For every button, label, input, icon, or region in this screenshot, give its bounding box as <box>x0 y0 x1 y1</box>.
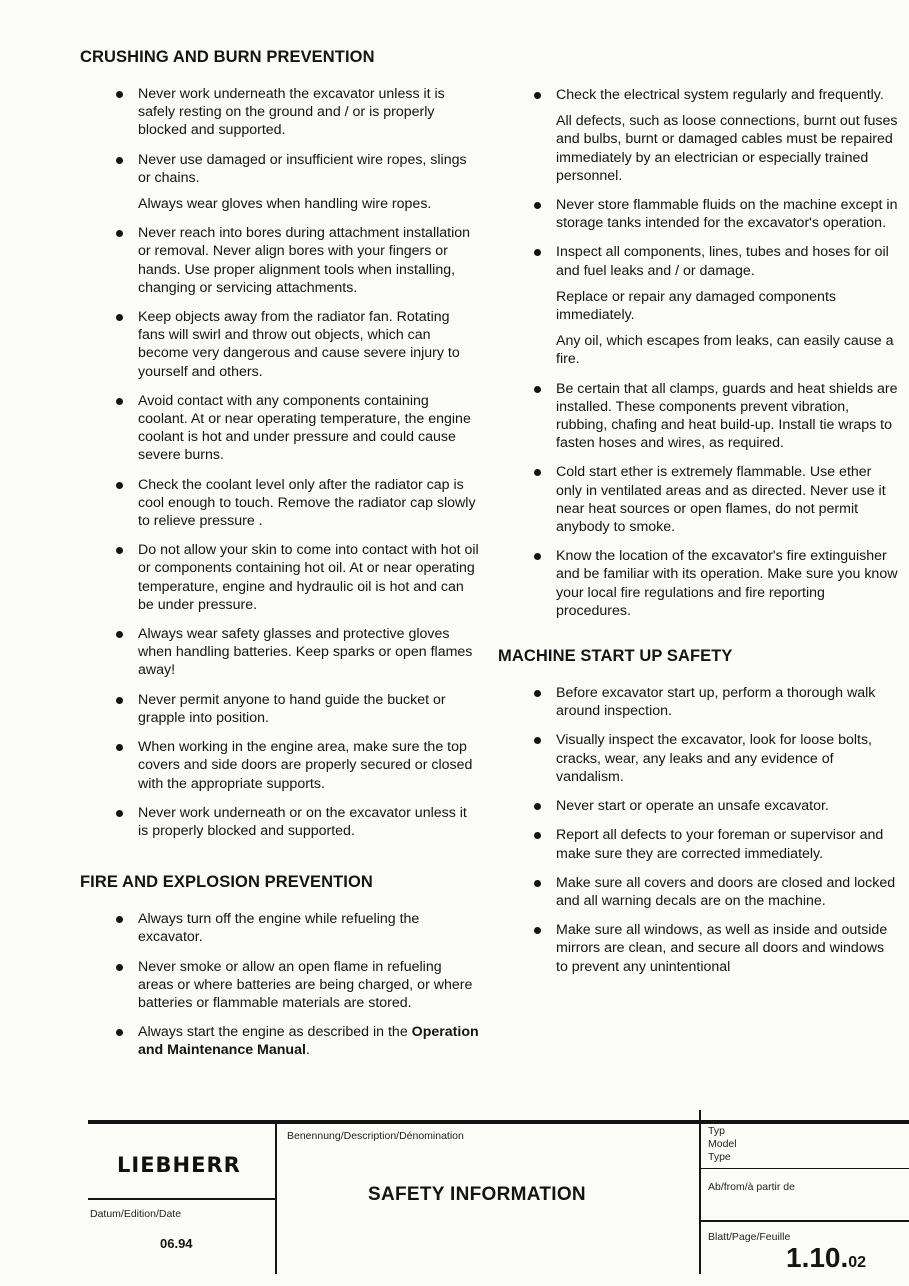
bullet-icon <box>116 697 123 704</box>
list-item-text: Do not allow your skin to come into contact with hot oil or components containing hot oil. At or near operating temperature, engine and hydraulic oil is hot and can be under pressure. <box>138 542 479 613</box>
bullet-icon <box>116 631 123 638</box>
list-item <box>80 1023 480 1059</box>
list-item <box>80 308 480 381</box>
bullet-icon <box>534 469 541 476</box>
list-item <box>498 196 898 232</box>
bullet-icon <box>116 230 123 237</box>
bullet-icon <box>116 157 123 164</box>
startup-list <box>498 684 898 976</box>
bullet-icon <box>116 1029 123 1036</box>
edition-date: 06.94 <box>160 1236 193 1251</box>
list-item <box>80 958 480 1013</box>
list-item-text: Make sure all windows, as well as inside and outside mirrors are clean, and secure all doors and windows to prevent any unintentional <box>556 922 888 975</box>
list-item-text: Know the location of the excavator's fire extinguisher and be familiar with its operation. Make sure you know your local fire regulations and fire reporting procedures. <box>556 548 898 619</box>
list-item-text: Before excavator start up, perform a thorough walk around inspection. <box>556 685 876 720</box>
page-number: 1.10.02 <box>786 1242 867 1273</box>
liebherr-logo: LIEBHERR <box>117 1153 241 1177</box>
list-item <box>80 625 480 680</box>
list-item <box>498 380 898 453</box>
document-title: SAFETY INFORMATION <box>368 1184 586 1205</box>
fire-list <box>80 910 480 1059</box>
bullet-icon <box>534 92 541 99</box>
list-item-text: Never permit anyone to hand guide the bucket or grapple into position. <box>138 691 446 726</box>
bullet-icon <box>534 737 541 744</box>
bullet-icon <box>116 314 123 321</box>
right-column <box>498 86 898 987</box>
bullet-icon <box>116 547 123 554</box>
list-item <box>80 224 480 297</box>
list-item-text: All defects, such as loose connections, burnt out fuses and bulbs, burnt or damaged cables must be repaired immediately by an electrician or especially trained personnel. <box>556 113 898 184</box>
bullet-icon <box>116 964 123 971</box>
list-item-text: Replace or repair any damaged components immediately. <box>556 288 836 324</box>
list-item-text: Be certain that all clamps, guards and heat shields are installed. These components prevent vibration, rubbing, chafing and heat build-up. Install tie wraps to fasten hoses and wires, as required. <box>556 380 898 452</box>
list-item <box>80 392 480 465</box>
list-item-text: Keep objects away from the radiator fan. Rotating fans will swirl and throw out objects, which can become very dangerous and cause severe injury to yourself and others. <box>138 309 460 380</box>
bullet-icon <box>116 482 123 489</box>
list-item <box>498 797 898 815</box>
list-item-text: Never start or operate an unsafe excavator. <box>556 798 829 815</box>
list-item-text: Never reach into bores during attachment installation or removal. Never align bores with your fingers or hands. Use proper alignment tools when installing, changing or servicing attachments. <box>138 225 471 296</box>
from-label: Ab/from/à partir de <box>708 1181 795 1193</box>
bullet-icon <box>534 880 541 887</box>
date-label: Datum/Edition/Date <box>90 1208 182 1220</box>
list-item-text: Never work underneath the excavator unless it is safely resting on the ground and / or is properly blocked and supported. <box>138 86 445 139</box>
bullet-icon <box>534 690 541 697</box>
list-item-text: Always start the engine as described in the Operation and Maintenance Manual. <box>138 1024 479 1059</box>
list-item-text: Inspect all components, lines, tubes and hoses for oil and fuel leaks and / or damage. <box>556 244 889 279</box>
bullet-icon <box>116 91 123 98</box>
list-item-text: When working in the engine area, make sure the top covers and side doors are properly secured or closed with the appropriate supports. <box>138 739 473 792</box>
bullet-icon <box>534 249 541 256</box>
list-item-text: Report all defects to your foreman or supervisor and make sure they are corrected immediately. <box>556 827 884 862</box>
list-item <box>498 921 898 976</box>
list-item <box>80 151 480 214</box>
bullet-icon <box>116 810 123 817</box>
bullet-icon <box>534 832 541 839</box>
list-item <box>498 684 898 720</box>
list-item <box>80 541 480 614</box>
list-item <box>498 547 898 620</box>
crushing-list <box>80 85 480 840</box>
list-item-text: Avoid contact with any components containing coolant. At or near operating temperature, the engine coolant is hot and under pressure and could cause severe burns. <box>138 392 471 464</box>
list-item-text: Never work underneath or on the excavator unless it is properly blocked and supported. <box>138 804 467 839</box>
bullet-icon <box>534 386 541 393</box>
list-item <box>80 910 480 946</box>
list-item <box>498 826 898 862</box>
bullet-icon <box>116 916 123 923</box>
startup-section-title: MACHINE START UP SAFETY <box>498 647 733 666</box>
list-item-text: Always wear gloves when handling wire ropes. <box>138 196 432 213</box>
list-item <box>498 731 898 786</box>
bullet-icon <box>534 553 541 560</box>
type-labels: Typ Model Type <box>708 1125 737 1163</box>
description-label: Benennung/Description/Dénomination <box>287 1130 464 1142</box>
list-item <box>498 463 898 536</box>
bullet-icon <box>534 927 541 934</box>
manual-reference: Operation and Maintenance Manual <box>138 1024 479 1059</box>
list-item-text: Make sure all covers and doors are closed and locked and all warning decals are on the machine. <box>556 874 896 909</box>
list-item <box>498 86 898 185</box>
list-item <box>80 804 480 840</box>
page-label: Blatt/Page/Feuille <box>708 1231 791 1243</box>
list-item-text: Never use damaged or insufficient wire ropes, slings or chains. <box>138 151 467 186</box>
list-item-text: Check the coolant level only after the radiator cap is cool enough to touch. Remove the radiator cap slowly to relieve pressure . <box>138 476 476 530</box>
list-item <box>498 243 898 368</box>
fire-section-title: FIRE AND EXPLOSION PREVENTION <box>80 873 373 892</box>
list-item-text: Always wear safety glasses and protective gloves when handling batteries. Keep sparks or open flames away! <box>138 626 473 679</box>
list-item <box>80 738 480 793</box>
list-item-text: Check the electrical system regularly and frequently. <box>556 87 884 103</box>
bullet-icon <box>116 744 123 751</box>
list-item-text: Cold start ether is extremely flammable. Use ether only in ventilated areas and as directed. Never use it near heat sources or open flames, do not permit anybody to smoke. <box>556 464 886 536</box>
crushing-section-title: CRUSHING AND BURN PREVENTION <box>80 48 375 66</box>
list-item-text: Never smoke or allow an open flame in refueling areas or where batteries are being charged, or where batteries or flammable materials are stored. <box>138 958 473 1011</box>
list-item-text: Any oil, which escapes from leaks, can easily cause a fire. <box>556 333 894 368</box>
list-item-text: Always turn off the engine while refueling the excavator. <box>138 911 420 946</box>
list-item-text: Visually inspect the excavator, look for loose bolts, cracks, wear, any leaks and any evidence of vandalism. <box>556 732 872 785</box>
bullet-icon <box>534 803 541 810</box>
bullet-icon <box>116 398 123 405</box>
fire-continued-list <box>498 86 898 620</box>
list-item <box>80 691 480 727</box>
list-item-text: Never store flammable fluids on the machine except in storage tanks intended for the excavator's operation. <box>556 197 898 232</box>
list-item <box>80 476 480 531</box>
bullet-icon <box>534 202 541 209</box>
list-item <box>80 85 480 140</box>
list-item <box>498 874 898 910</box>
left-column <box>80 48 480 1071</box>
